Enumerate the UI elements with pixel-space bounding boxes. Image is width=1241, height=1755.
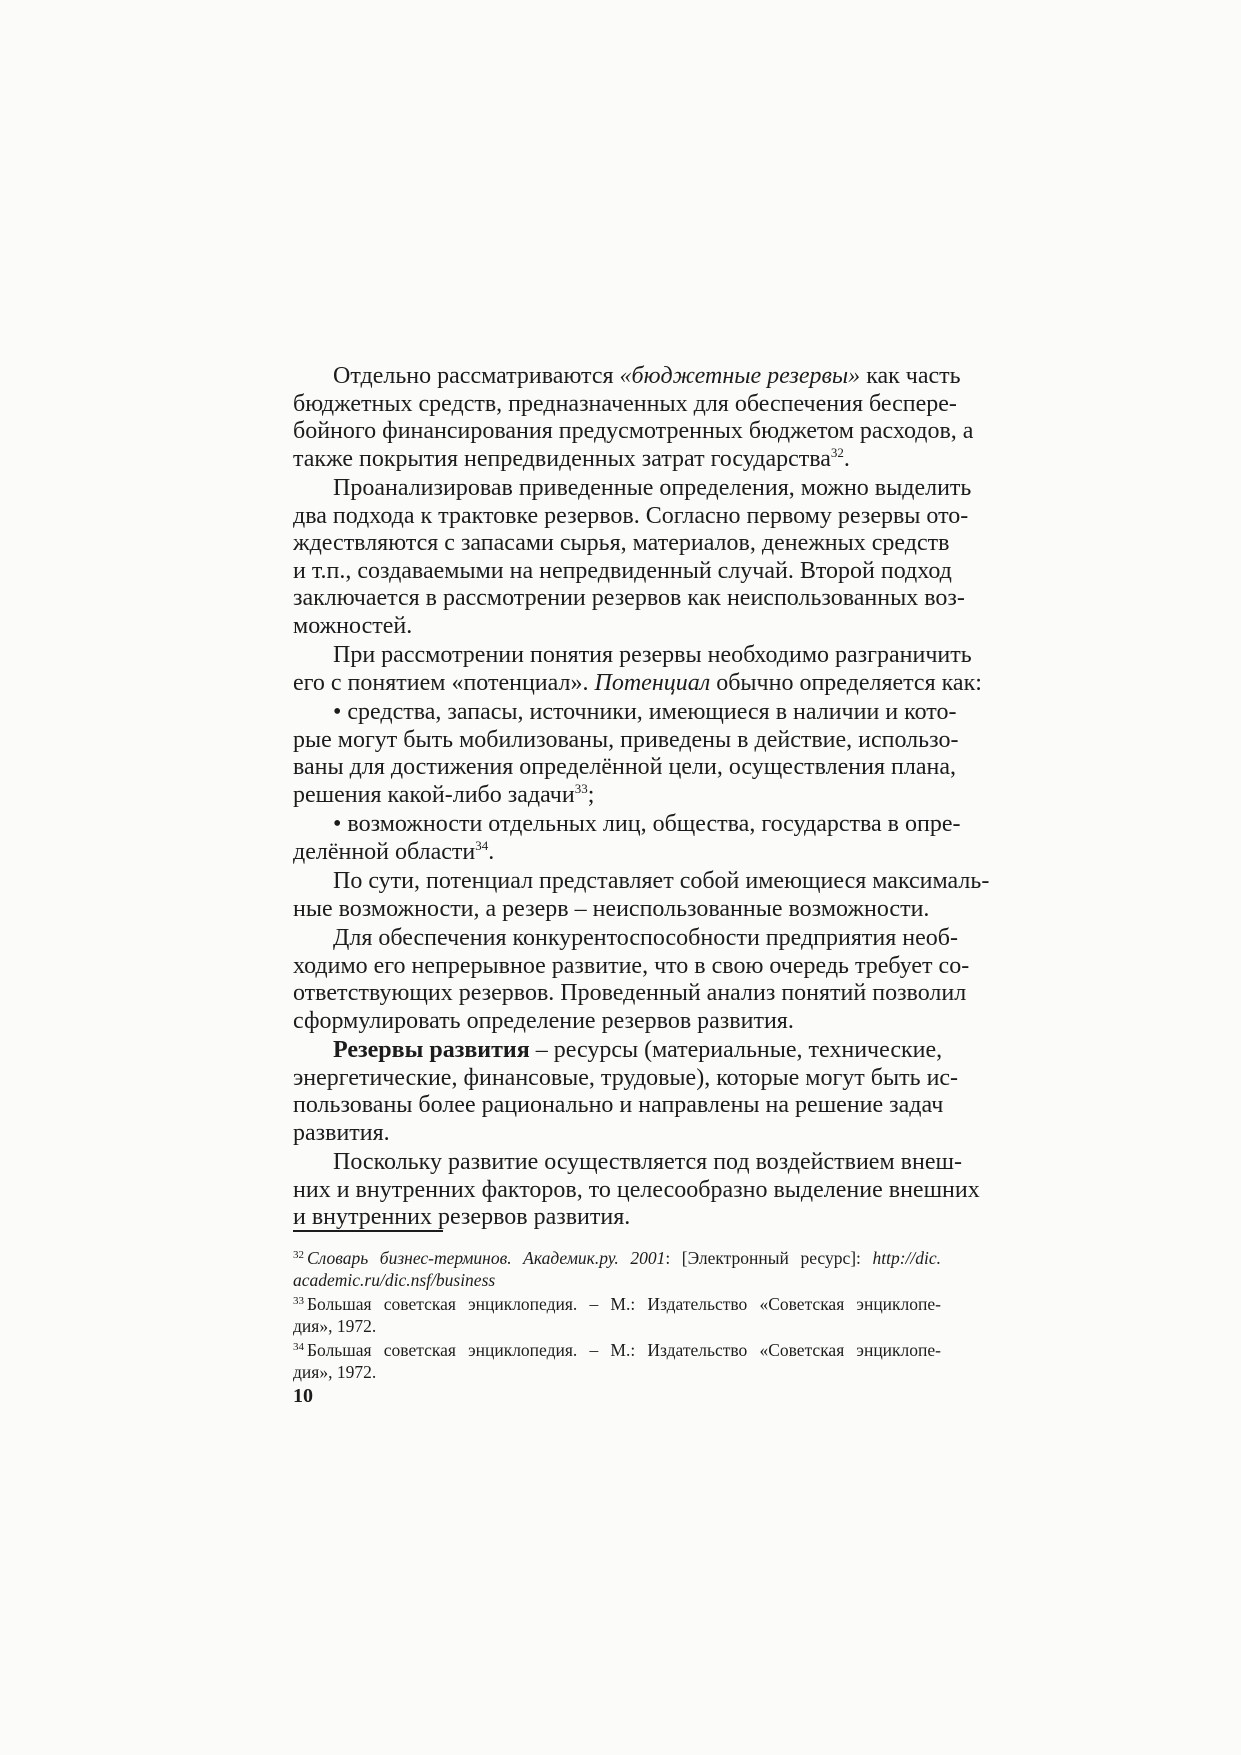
text-line: энергетические, финансовые, трудовые), которые могут быть ис- — [293, 1064, 959, 1091]
text-line: бойного финансирования предусмотренных бюджетом расходов, а — [293, 418, 974, 444]
text-line: можностей. — [293, 612, 413, 639]
text-line: • возможности отдельных лиц, общества, государства в опре- — [333, 811, 961, 837]
text-line: них и внутренних факторов, то целесообразно выделение внешних — [293, 1176, 980, 1203]
footnote-ref-32[interactable]: 32 — [830, 444, 844, 460]
text-line: ответствующих резервов. Проведенный анализ понятий позволил — [293, 980, 967, 1006]
text-line: Для обеспечения конкурентоспособности предприятия необ- — [333, 925, 958, 951]
bullet-item — [293, 699, 959, 809]
footnote-separator — [293, 1230, 443, 1232]
page-number: 10 — [293, 1385, 313, 1407]
footnote-line: дия», 1972. — [293, 1362, 377, 1382]
paragraph — [293, 1149, 980, 1232]
text-line: ваны для достижения определённой цели, осуществления плана, — [293, 754, 956, 780]
text-line: Резервы развития – ресурсы (материальные, технические, — [333, 1037, 943, 1063]
footnote-33 — [293, 1293, 941, 1337]
paragraph — [293, 475, 972, 640]
text-line: пользованы более рационально и направлены на решение задач — [293, 1092, 944, 1118]
text-line: бюджетных средств, предназначенных для обеспечения беспере- — [293, 390, 957, 417]
footnote-number: 33 — [293, 1295, 304, 1307]
text-line: Проанализировав приведенные определения, можно выделить — [333, 475, 972, 501]
text-line: заключается в рассмотрении резервов как неиспользованных воз- — [293, 585, 965, 611]
footnote-32 — [293, 1247, 941, 1291]
text-line: • средства, запасы, источники, имеющиеся в наличии и кото- — [333, 699, 957, 725]
footnote-number: 32 — [293, 1249, 304, 1261]
paragraph — [293, 925, 970, 1035]
text-line: делённой области$^{34}$. — [293, 837, 495, 865]
footnote-line: дия», 1972. — [293, 1316, 377, 1336]
text-line: рые могут быть мобилизованы, приведены в действие, использо- — [293, 726, 959, 753]
footnotes — [293, 1247, 941, 1383]
footnote-line: $^{34}$ Большая советская энциклопедия. – М.: Издательство «Советская энциклопе- — [293, 1340, 941, 1360]
footnote-ref-34[interactable]: 34 — [475, 837, 489, 853]
page-body — [293, 363, 990, 1232]
text-line: При рассмотрении понятия резервы необходимо разграничить — [333, 642, 972, 668]
paragraph — [293, 363, 974, 473]
text-line: сформулировать определение резервов развития. — [293, 1007, 794, 1034]
text-line: также покрытия непредвиденных затрат государства$^{32}$. — [293, 444, 850, 472]
text-line: Поскольку развитие осуществляется под воздействием внеш- — [333, 1149, 962, 1175]
text-line: ные возможности, а резерв – неиспользованные возможности. — [293, 895, 930, 922]
defined-term: Резервы развития — [333, 1037, 530, 1063]
paragraph — [293, 868, 990, 923]
definition-paragraph — [293, 1037, 959, 1147]
text-line: По сути, потенциал представляет собой имеющиеся максималь- — [333, 868, 990, 894]
text-line: и внутренних резервов развития. — [293, 1204, 631, 1230]
text-line: его с понятием «потенциал». Потенциал обычно определяется как: — [293, 669, 982, 696]
footnote-34 — [293, 1339, 941, 1383]
text-line: два подхода к трактовке резервов. Согласно первому резервы ото- — [293, 502, 969, 529]
text-line: ждествляются с запасами сырья, материалов, денежных средств — [293, 530, 950, 556]
text-line: развития. — [293, 1119, 390, 1146]
footnote-line: $^{32}$ Словарь бизнес-терминов. Академик.ру. 2001: [Электронный ресурс]: http://dic. — [293, 1248, 941, 1268]
footnote-number: 34 — [293, 1341, 304, 1353]
text-line: и т.п., создаваемыми на непредвиденный случай. Второй подход — [293, 557, 952, 584]
footnote-ref-33[interactable]: 33 — [574, 780, 588, 796]
paragraph — [293, 642, 982, 697]
footnote-line: academic.ru/dic.nsf/business — [293, 1270, 496, 1290]
text-line: ходимо его непрерывное развитие, что в свою очередь требует со- — [293, 952, 970, 979]
bullet-item — [293, 811, 961, 866]
text-line: решения какой-либо задачи$^{33}$; — [293, 780, 595, 808]
text-line: Отдельно рассматриваются «бюджетные резервы» как часть — [333, 363, 961, 389]
footnote-line: $^{33}$ Большая советская энциклопедия. – М.: Издательство «Советская энциклопе- — [293, 1294, 941, 1314]
